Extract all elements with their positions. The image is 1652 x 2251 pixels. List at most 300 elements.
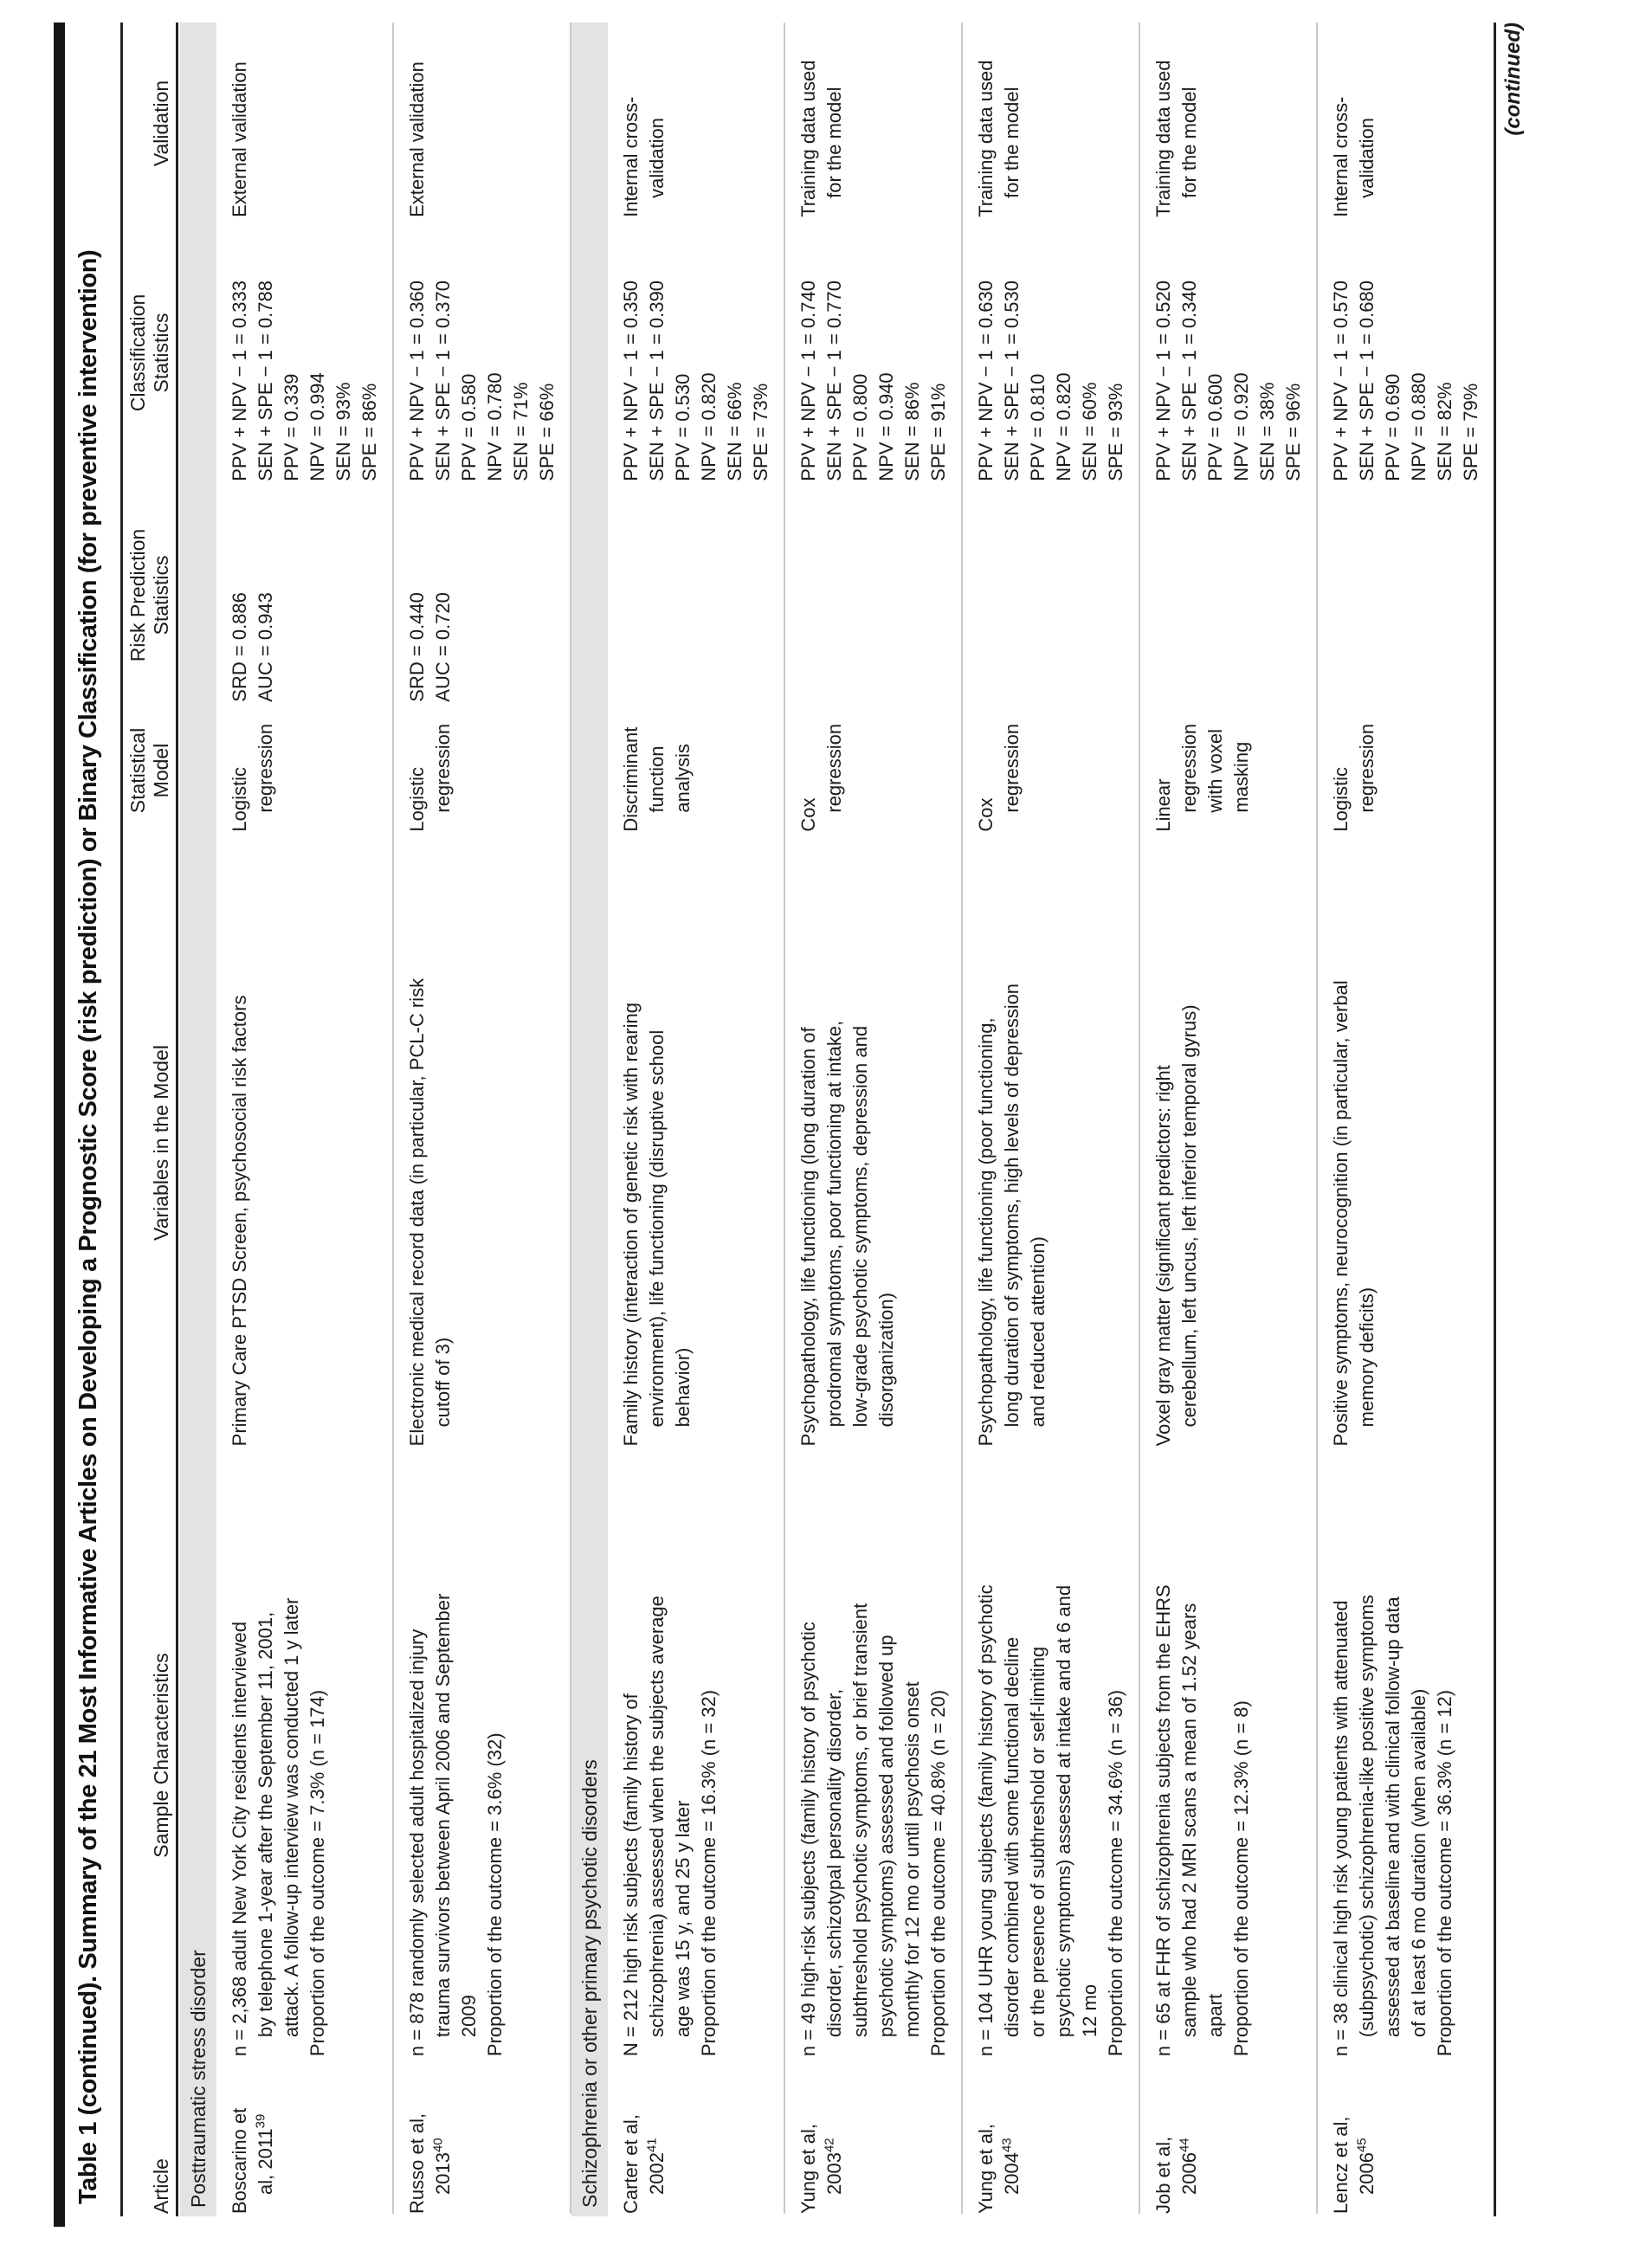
- cell-line: [253, 228, 279, 481]
- cell-text: PPV + NPV − 1 = 0.570: [1330, 281, 1352, 481]
- cell-text: SPE = 96%: [1282, 383, 1304, 481]
- cell-text: Voxel gray matter (significant predictors: right: [1152, 1065, 1174, 1447]
- cell-line: [1151, 228, 1177, 481]
- cell-text: regression: [1001, 723, 1023, 813]
- cell-line: [1255, 228, 1281, 481]
- cell-article: [796, 2056, 952, 2214]
- cell-line: [618, 842, 644, 1447]
- cell-line: [848, 842, 874, 1447]
- cell-line: [696, 228, 722, 481]
- cell-line: [722, 228, 748, 481]
- cell-text: SPE = 73%: [750, 383, 771, 481]
- cell-line: [430, 713, 456, 832]
- cell-line: [999, 228, 1025, 481]
- cell-classification-statistics: [227, 217, 383, 481]
- cell-line: [1103, 1456, 1129, 2056]
- cell-line: [999, 713, 1025, 832]
- column-header-risk-prediction-statistics: [126, 481, 173, 701]
- header-label-line: Statistics: [150, 555, 172, 635]
- cell-line: [253, 2067, 279, 2214]
- cell-line: [670, 842, 696, 1447]
- cell-text: assessed at baseline and with clinical follow-up data: [1382, 1596, 1404, 2038]
- cell-article: [1151, 2056, 1307, 2214]
- cell-line: [1328, 33, 1354, 217]
- cell-line: [227, 1456, 253, 2056]
- cell-risk-prediction-statistics: [973, 481, 1129, 702]
- cell-text: PPV + NPV − 1 = 0.350: [620, 281, 642, 481]
- cell-text: PPV = 0.339: [281, 373, 302, 481]
- cell-line: [796, 2067, 822, 2214]
- cell-line: [1354, 842, 1380, 1447]
- cell-line: [404, 713, 430, 832]
- cell-text: Electronic medical record data (in particular, PCL-C risk: [406, 977, 428, 1447]
- cell-text: SRD = 0.440: [406, 592, 428, 702]
- cell-variables-in-the-model: [796, 832, 952, 1447]
- cell-text: PPV = 0.800: [849, 373, 871, 481]
- cell-line: [1177, 2067, 1203, 2214]
- cell-text: External validation: [229, 61, 250, 217]
- cell-text: PPV + NPV − 1 = 0.520: [1152, 281, 1174, 481]
- cell-text: and reduced attention): [1027, 1236, 1049, 1428]
- cell-text: SPE = 79%: [1460, 383, 1481, 481]
- cell-text: 2004: [1001, 2152, 1023, 2195]
- table-row: [1318, 23, 1494, 2214]
- cell-text: PPV = 0.580: [458, 373, 480, 481]
- cell-text: disorder, schizotypal personality disorder,: [823, 1688, 845, 2038]
- cell-line: [822, 713, 848, 832]
- cell-sample-characteristics: [404, 1446, 560, 2056]
- reference-superscript: 40: [430, 2138, 446, 2153]
- cell-variables-in-the-model: [973, 832, 1129, 1447]
- cell-text: Training data used: [797, 60, 819, 217]
- cell-text: 2013: [432, 2152, 454, 2195]
- cell-line: [482, 1456, 508, 2056]
- cell-line: [482, 228, 508, 481]
- cell-text: SEN = 86%: [901, 382, 923, 481]
- cell-validation: [227, 23, 383, 217]
- cell-variables-in-the-model: [404, 832, 560, 1447]
- cell-text: Proportion of the outcome = 3.6% (32): [484, 1732, 506, 2057]
- cell-text: n = 49 high-risk subjects (family history of psychotic: [797, 1622, 819, 2057]
- cell-text: Boscarino et: [229, 2107, 250, 2214]
- cell-text: PPV = 0.810: [1027, 373, 1049, 481]
- cell-text: Proportion of the outcome = 16.3% (n = 32): [698, 1689, 720, 2057]
- cell-line: [822, 842, 848, 1447]
- cell-text: Cox: [975, 797, 997, 832]
- cell-classification-statistics: [1328, 217, 1484, 481]
- cell-text: low-grade psychotic symptoms, depression and: [849, 1025, 871, 1428]
- cell-text: SEN + SPE − 1 = 0.788: [255, 281, 276, 481]
- cell-line: [1328, 1456, 1354, 2056]
- cell-article: [618, 2056, 774, 2214]
- cell-line: [874, 228, 900, 481]
- header-label-line: Variables in the Model: [150, 1045, 172, 1241]
- cell-variables-in-the-model: [618, 832, 774, 1447]
- cell-line: [1177, 228, 1203, 481]
- cell-line: [822, 2067, 848, 2214]
- cell-line: [999, 842, 1025, 1447]
- title-underline-rule: [120, 23, 123, 2216]
- cell-line: [874, 1456, 900, 2056]
- cell-line: [900, 228, 926, 481]
- cell-line: [1025, 842, 1051, 1447]
- cell-article: [1328, 2056, 1484, 2214]
- cell-text: n = 38 clinical high risk young patients with attenuated: [1330, 1600, 1352, 2057]
- cell-text: psychotic symptoms) assessed and followed up: [875, 1635, 897, 2038]
- cell-line: [973, 33, 999, 217]
- cell-risk-prediction-statistics: [1328, 481, 1484, 702]
- cell-sample-characteristics: [796, 1446, 952, 2056]
- cell-line: [822, 1456, 848, 2056]
- table-body: [180, 23, 1526, 2216]
- cell-line: [644, 713, 670, 832]
- cell-line: [848, 1456, 874, 2056]
- cell-text: for the model: [823, 87, 845, 198]
- cell-text: regression: [1178, 723, 1200, 813]
- cell-line: [1458, 228, 1484, 481]
- header-label-line: Statistics: [150, 313, 172, 393]
- cell-line: [227, 713, 253, 832]
- cell-validation: [1151, 23, 1307, 217]
- cell-text: SPE = 86%: [358, 383, 380, 481]
- section-label: Schizophrenia or other primary psychotic disorders: [578, 1759, 601, 2208]
- cell-text: 2006: [1356, 2152, 1378, 2195]
- cell-article: [973, 2056, 1129, 2214]
- cell-line: [1281, 228, 1307, 481]
- cell-text: n = 104 UHR young subjects (family history of psychotic: [975, 1584, 997, 2057]
- cell-classification-statistics: [618, 217, 774, 481]
- cell-line: [999, 1456, 1025, 2056]
- cell-line: [1406, 228, 1432, 481]
- header-label-line: Validation: [150, 80, 172, 167]
- cell-line: [1432, 1456, 1458, 2056]
- cell-text: regression: [823, 723, 845, 813]
- table-row: [963, 23, 1140, 2214]
- cell-line: [1177, 713, 1203, 832]
- cell-line: [1151, 713, 1177, 832]
- cell-line: [1203, 228, 1229, 481]
- cell-line: [1151, 33, 1177, 217]
- cell-line: [305, 1456, 331, 2056]
- cell-text: cutoff of 3): [432, 1337, 454, 1428]
- cell-line: [534, 228, 560, 481]
- cell-text: SEN = 60%: [1079, 382, 1100, 481]
- cell-text: SEN + SPE − 1 = 0.370: [432, 281, 454, 481]
- cell-line: [618, 228, 644, 481]
- cell-text: n = 65 at FHR of schizophrenia subjects from the EHRS: [1152, 1584, 1174, 2057]
- cell-line: [404, 33, 430, 217]
- cell-text: SPE = 93%: [1105, 383, 1126, 481]
- cell-statistical-model: [1151, 702, 1307, 832]
- cell-line: [430, 1456, 456, 2056]
- cell-line: [1354, 228, 1380, 481]
- cell-risk-prediction-statistics: [796, 481, 952, 702]
- cell-text: 2003: [823, 2152, 845, 2195]
- cell-text: AUC = 0.720: [432, 592, 454, 702]
- cell-line: [1025, 1456, 1051, 2056]
- cell-line: [404, 228, 430, 481]
- cell-text: behavior): [672, 1347, 694, 1428]
- cell-text: Cox: [797, 797, 819, 832]
- cell-line: [279, 228, 305, 481]
- cell-text: masking: [1230, 741, 1252, 813]
- cell-text: memory deficits): [1356, 1287, 1378, 1428]
- cell-article: [404, 2056, 560, 2214]
- section-row: [571, 23, 608, 2216]
- cell-text: 2002: [646, 2152, 668, 2195]
- cell-line: [1380, 228, 1406, 481]
- cell-validation: [618, 23, 774, 217]
- cell-text: NPV = 0.940: [875, 372, 897, 481]
- reference-superscript: 45: [1354, 2138, 1370, 2153]
- cell-line: [796, 1456, 822, 2056]
- cell-text: SEN = 66%: [724, 382, 745, 481]
- cell-article: [227, 2056, 383, 2214]
- cell-line: [1177, 33, 1203, 217]
- cell-line: [670, 228, 696, 481]
- cell-line: [404, 492, 430, 702]
- cell-line: [1151, 842, 1177, 1447]
- cell-line: [926, 228, 952, 481]
- cell-text: apart: [1204, 1993, 1226, 2038]
- cell-line: [796, 228, 822, 481]
- cell-text: PPV + NPV − 1 = 0.360: [406, 281, 428, 481]
- cell-text: NPV = 0.920: [1230, 372, 1252, 481]
- cell-line: [618, 2067, 644, 2214]
- cell-line: [618, 1456, 644, 2056]
- cell-line: [1328, 842, 1354, 1447]
- cell-text: n = 878 randomly selected adult hospitalized injury: [406, 1629, 428, 2057]
- cell-text: AUC = 0.943: [255, 592, 276, 702]
- cell-text: SEN + SPE − 1 = 0.530: [1001, 281, 1023, 481]
- section-row: [180, 23, 216, 2216]
- cell-text: Family history (interaction of genetic risk with rearing: [620, 1003, 642, 1447]
- cell-line: [748, 228, 774, 481]
- cell-line: [644, 1456, 670, 2056]
- cell-text: PPV = 0.530: [672, 373, 694, 481]
- cell-line: [1354, 2067, 1380, 2214]
- cell-sample-characteristics: [1151, 1446, 1307, 2056]
- cell-classification-statistics: [796, 217, 952, 481]
- reference-superscript: 44: [1177, 2138, 1192, 2153]
- cell-statistical-model: [796, 702, 952, 832]
- cell-line: [973, 228, 999, 481]
- cell-text: PPV = 0.600: [1204, 373, 1226, 481]
- cell-text: Yung et al,: [797, 2124, 819, 2214]
- cell-text: Yung et al,: [975, 2124, 997, 2214]
- cell-text: External validation: [406, 61, 428, 217]
- cell-text: Primary Care PTSD Screen, psychosocial risk factors: [229, 995, 250, 1447]
- cell-text: Carter et al,: [620, 2114, 642, 2214]
- cell-sample-characteristics: [1328, 1446, 1484, 2056]
- cell-line: [1051, 1456, 1077, 2056]
- cell-text: Lencz et al,: [1330, 2116, 1352, 2214]
- cell-text: Logistic: [1330, 767, 1352, 832]
- cell-line: [874, 842, 900, 1447]
- reference-superscript: 42: [822, 2138, 837, 2153]
- cell-line: [430, 228, 456, 481]
- table-row: [785, 23, 963, 2214]
- cell-text: PPV + NPV − 1 = 0.740: [797, 281, 819, 481]
- header-label-line: Model: [150, 743, 172, 798]
- cell-text: SEN = 82%: [1434, 382, 1455, 481]
- cell-text: SEN = 38%: [1256, 382, 1278, 481]
- cell-line: [1354, 33, 1380, 217]
- cell-line: [1077, 228, 1103, 481]
- cell-line: [1354, 1456, 1380, 2056]
- cell-text: monthly for 12 mo or until psychosis onset: [901, 1681, 923, 2038]
- cell-text: psychotic symptoms) assessed at intake and at 6 and: [1053, 1584, 1074, 2038]
- cell-text: SRD = 0.886: [229, 592, 250, 702]
- cell-text: Russo et al,: [406, 2112, 428, 2214]
- cell-validation: [404, 23, 560, 217]
- reference-superscript: 39: [253, 2113, 268, 2129]
- cell-text: prodromal symptoms, poor functioning at intake,: [823, 1020, 845, 1428]
- cell-line: [1177, 1456, 1203, 2056]
- cell-text: Logistic: [229, 767, 250, 832]
- cell-line: [305, 228, 331, 481]
- cell-line: [253, 1456, 279, 2056]
- cell-text: SEN + SPE − 1 = 0.340: [1178, 281, 1200, 481]
- cell-line: [1025, 228, 1051, 481]
- header-label-line: Sample Characteristics: [150, 1653, 172, 1858]
- cell-line: [227, 2067, 253, 2214]
- cell-line: [1177, 842, 1203, 1447]
- reference-superscript: 41: [644, 2138, 660, 2153]
- cell-text: SEN + SPE − 1 = 0.680: [1356, 281, 1378, 481]
- section-label: Posttraumatic stress disorder: [186, 1950, 210, 2208]
- cell-line: [1328, 228, 1354, 481]
- cell-text: or the presence of subthreshold or self-limiting: [1027, 1646, 1049, 2038]
- cell-line: [822, 228, 848, 481]
- cell-line: [1151, 1456, 1177, 2056]
- table-row: [394, 23, 571, 2214]
- cell-text: (subpsychotic) schizophrenia-like positive symptoms: [1356, 1594, 1378, 2038]
- cell-text: SPE = 66%: [536, 383, 558, 481]
- cell-validation: [1328, 23, 1484, 217]
- cell-text: SPE = 91%: [927, 383, 949, 481]
- column-header-sample-characteristics: [150, 1446, 173, 2056]
- cell-line: [670, 1456, 696, 2056]
- cell-line: [696, 1456, 722, 2056]
- cell-text: Internal cross-: [1330, 96, 1352, 217]
- cell-line: [404, 1456, 430, 2056]
- cell-line: [1151, 2067, 1177, 2214]
- cell-text: for the model: [1178, 87, 1200, 198]
- cell-validation: [973, 23, 1129, 217]
- cell-line: [1328, 713, 1354, 832]
- cell-text: SEN + SPE − 1 = 0.770: [823, 281, 845, 481]
- cell-text: long duration of symptoms, high levels of depression: [1001, 983, 1023, 1428]
- column-header-statistical-model: [126, 701, 173, 831]
- cell-text: NPV = 0.994: [307, 372, 328, 481]
- cell-line: [227, 228, 253, 481]
- cell-text: validation: [1356, 117, 1378, 198]
- column-header-variables-in-the-model: [150, 831, 173, 1446]
- cell-text: Job et al,: [1152, 2136, 1174, 2214]
- header-underline-rule: [176, 23, 178, 2216]
- cell-text: al, 2011: [255, 2128, 276, 2195]
- cell-line: [670, 713, 696, 832]
- cell-line: [1328, 2067, 1354, 2214]
- cell-statistical-model: [973, 702, 1129, 832]
- cell-text: NPV = 0.820: [698, 372, 720, 481]
- cell-line: [404, 2067, 430, 2214]
- cell-statistical-model: [227, 702, 383, 832]
- cell-line: [796, 713, 822, 832]
- cell-line: [644, 33, 670, 217]
- table-header-row: [126, 22, 173, 2214]
- cell-text: sample who had 2 MRI scans a mean of 1.52 years: [1178, 1603, 1200, 2038]
- cell-statistical-model: [1328, 702, 1484, 832]
- cell-text: for the model: [1001, 87, 1023, 198]
- cell-text: Proportion of the outcome = 12.3% (n = 8): [1230, 1700, 1252, 2057]
- cell-line: [227, 492, 253, 702]
- cell-text: NPV = 0.780: [484, 372, 506, 481]
- reference-superscript: 43: [999, 2138, 1015, 2153]
- cell-text: 2009: [458, 1995, 480, 2038]
- cell-validation: [796, 23, 952, 217]
- cell-line: [1203, 713, 1229, 832]
- cell-text: attack. A follow-up interview was conducted 1 y later: [281, 1597, 302, 2038]
- cell-variables-in-the-model: [227, 832, 383, 1447]
- cell-text: 12 mo: [1079, 1983, 1100, 2038]
- cell-text: SEN = 93%: [332, 382, 354, 481]
- cell-text: function: [646, 745, 668, 813]
- cell-line: [253, 492, 279, 702]
- cell-text: 2006: [1178, 2152, 1200, 2195]
- cell-variables-in-the-model: [1328, 832, 1484, 1447]
- cell-line: [900, 1456, 926, 2056]
- cell-text: environment), life functioning (disruptive school: [646, 1029, 668, 1428]
- cell-text: Positive symptoms, neurocognition (in particular, verbal: [1330, 980, 1352, 1447]
- cell-text: PPV + NPV − 1 = 0.630: [975, 281, 997, 481]
- cell-text: with voxel: [1204, 729, 1226, 813]
- cell-line: [1432, 228, 1458, 481]
- cell-line: [227, 842, 253, 1447]
- cell-line: [1354, 713, 1380, 832]
- cell-sample-characteristics: [618, 1446, 774, 2056]
- cell-line: [848, 228, 874, 481]
- cell-risk-prediction-statistics: [618, 481, 774, 702]
- cell-line: [430, 2067, 456, 2214]
- cell-line: [999, 2067, 1025, 2214]
- cell-line: [973, 2067, 999, 2214]
- cell-text: n = 2,368 adult New York City residents interviewed: [229, 1622, 250, 2057]
- cell-text: regression: [255, 723, 276, 813]
- cell-risk-prediction-statistics: [404, 481, 560, 702]
- cell-text: Linear: [1152, 778, 1174, 832]
- cell-line: [973, 1456, 999, 2056]
- cell-classification-statistics: [404, 217, 560, 481]
- cell-line: [973, 713, 999, 832]
- cell-text: by telephone 1-year after the September 11, 2001,: [255, 1611, 276, 2038]
- cell-text: Logistic: [406, 767, 428, 832]
- cell-text: regression: [432, 723, 454, 813]
- cell-text: subthreshold psychotic symptoms, or brief transient: [849, 1603, 871, 2038]
- cell-line: [456, 1456, 482, 2056]
- column-header-validation: [150, 22, 173, 216]
- cell-text: trauma survivors between April 2006 and September: [432, 1593, 454, 2038]
- cell-text: schizophrenia) assessed when the subjects average: [646, 1596, 668, 2038]
- cell-text: NPV = 0.880: [1408, 372, 1429, 481]
- cell-text: Internal cross-: [620, 96, 642, 217]
- cell-text: Proportion of the outcome = 36.3% (n = 12): [1434, 1689, 1455, 2057]
- table-row: [216, 23, 394, 2214]
- cell-line: [1203, 1456, 1229, 2056]
- cell-text: Training data used: [975, 60, 997, 217]
- cell-line: [796, 842, 822, 1447]
